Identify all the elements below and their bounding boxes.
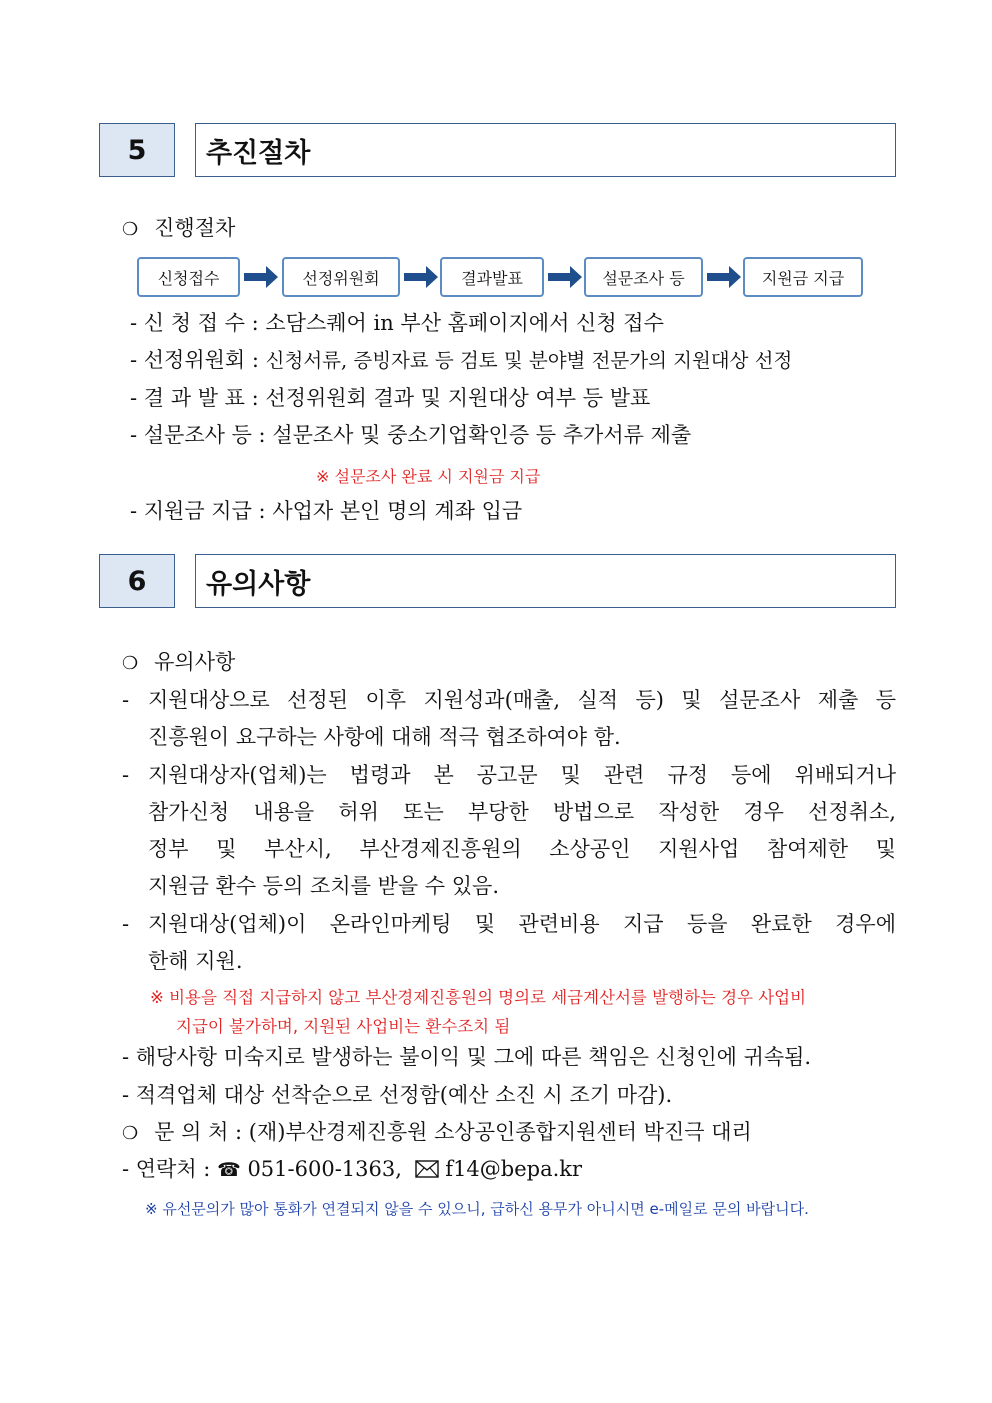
- subheading: 유의사항: [154, 650, 236, 674]
- circle-bullet-icon: ❍: [122, 219, 139, 240]
- contact-row: [122, 1117, 752, 1149]
- procedure-note: ※ 설문조사 완료 시 지원금 지급: [316, 467, 541, 486]
- phone-number[interactable]: 051-600-1363,: [247, 1157, 402, 1181]
- flow-step: 결과발표: [440, 257, 544, 297]
- notice-line: 참가신청 내용을 허위 또는 부당한 방법으로 작성한 경우 선정취소,: [148, 800, 896, 824]
- warning-note: 지급이 불가하며, 지원된 사업비는 환수조치 됨: [176, 1017, 511, 1036]
- arrow-right-icon: [404, 266, 438, 288]
- flow-step: 설문조사 등: [584, 257, 703, 297]
- flow-step: 선정위원회: [282, 257, 400, 297]
- dash-marker: -: [122, 763, 130, 787]
- dash-marker: -: [122, 912, 130, 936]
- procedure-item: [130, 496, 522, 526]
- circle-bullet-icon: ❍: [122, 653, 139, 674]
- procedure-item: [130, 383, 650, 413]
- procedure-item: [130, 420, 691, 450]
- item-label: - 선정위원회 :: [130, 348, 259, 372]
- subheading: 진행절차: [154, 216, 236, 240]
- contact-label: 문 의 처 :: [154, 1120, 243, 1144]
- item-text: 신청서류, 증빙자료 등 검토 및 분야별 전문가의 지원대상 선정: [265, 349, 793, 372]
- phone-row: [122, 1154, 582, 1185]
- dash-marker: -: [122, 688, 130, 712]
- item-label: - 설문조사 등 :: [130, 423, 266, 447]
- envelope-icon: [415, 1160, 439, 1178]
- notice-line: - 적격업체 대상 선착순으로 선정함(예산 소진 시 조기 마감).: [122, 1083, 673, 1107]
- section-number: 6: [99, 554, 175, 608]
- section-number: 5: [99, 123, 175, 177]
- contact-text: (재)부산경제진흥원 소상공인종합지원센터 박진극 대리: [248, 1120, 752, 1144]
- notice-line: 지원금 환수 등의 조치를 받을 수 있음.: [148, 874, 500, 898]
- circle-bullet-icon: ❍: [122, 1123, 139, 1144]
- subheading-row: [122, 213, 235, 245]
- arrow-right-icon: [707, 266, 741, 288]
- item-text: 소담스퀘어 in 부산 홈페이지에서 신청 접수: [265, 311, 664, 335]
- arrow-right-icon: [244, 266, 278, 288]
- section-title: 유의사항: [195, 554, 896, 608]
- section-title: 추진절차: [195, 123, 896, 177]
- notice-line: - 해당사항 미숙지로 발생하는 불이익 및 그에 따른 책임은 신청인에 귀속됨.: [122, 1045, 812, 1069]
- item-text: 사업자 본인 명의 계좌 입금: [272, 499, 523, 523]
- item-label: - 신 청 접 수 :: [130, 311, 259, 335]
- item-label: - 결 과 발 표 :: [130, 386, 259, 410]
- phone-icon: ☎: [217, 1159, 241, 1181]
- item-label: - 지원금 지급 :: [130, 499, 266, 523]
- notice-line: 진흥원이 요구하는 사항에 대해 적극 협조하여야 함.: [148, 725, 621, 749]
- notice-line: 정부 및 부산시, 부산경제진흥원의 소상공인 지원사업 참여제한 및: [148, 837, 896, 861]
- item-text: 설문조사 및 중소기업확인증 등 추가서류 제출: [272, 423, 692, 447]
- notice-line: 지원대상자(업체)는 법령과 본 공고문 및 관련 규정 등에 위배되거나: [148, 763, 896, 787]
- contact-note: ※ 유선문의가 많아 통화가 연결되지 않을 수 있으니, 급하신 용무가 아니시면 e-메일로 문의 바랍니다.: [145, 1200, 809, 1218]
- procedure-item: [130, 308, 664, 338]
- phone-label: - 연락처 :: [122, 1157, 211, 1181]
- warning-note: ※ 비용을 직접 지급하지 않고 부산경제진흥원의 명의로 세금계산서를 발행하는 경우 사업비: [150, 988, 807, 1007]
- flow-step: 지원금 지급: [743, 257, 863, 297]
- notice-line: 한해 지원.: [148, 949, 243, 973]
- item-text: 선정위원회 결과 및 지원대상 여부 등 발표: [265, 386, 651, 410]
- subheading-row: [122, 647, 235, 679]
- procedure-item: [130, 345, 792, 376]
- flow-step: 신청접수: [137, 257, 240, 297]
- arrow-right-icon: [548, 266, 582, 288]
- notice-line: 지원대상으로 선정된 이후 지원성과(매출, 실적 등) 및 설문조사 제출 등: [148, 688, 896, 712]
- notice-line: 지원대상(업체)이 온라인마케팅 및 관련비용 지급 등을 완료한 경우에: [148, 912, 896, 936]
- email-link[interactable]: f14@bepa.kr: [445, 1157, 583, 1181]
